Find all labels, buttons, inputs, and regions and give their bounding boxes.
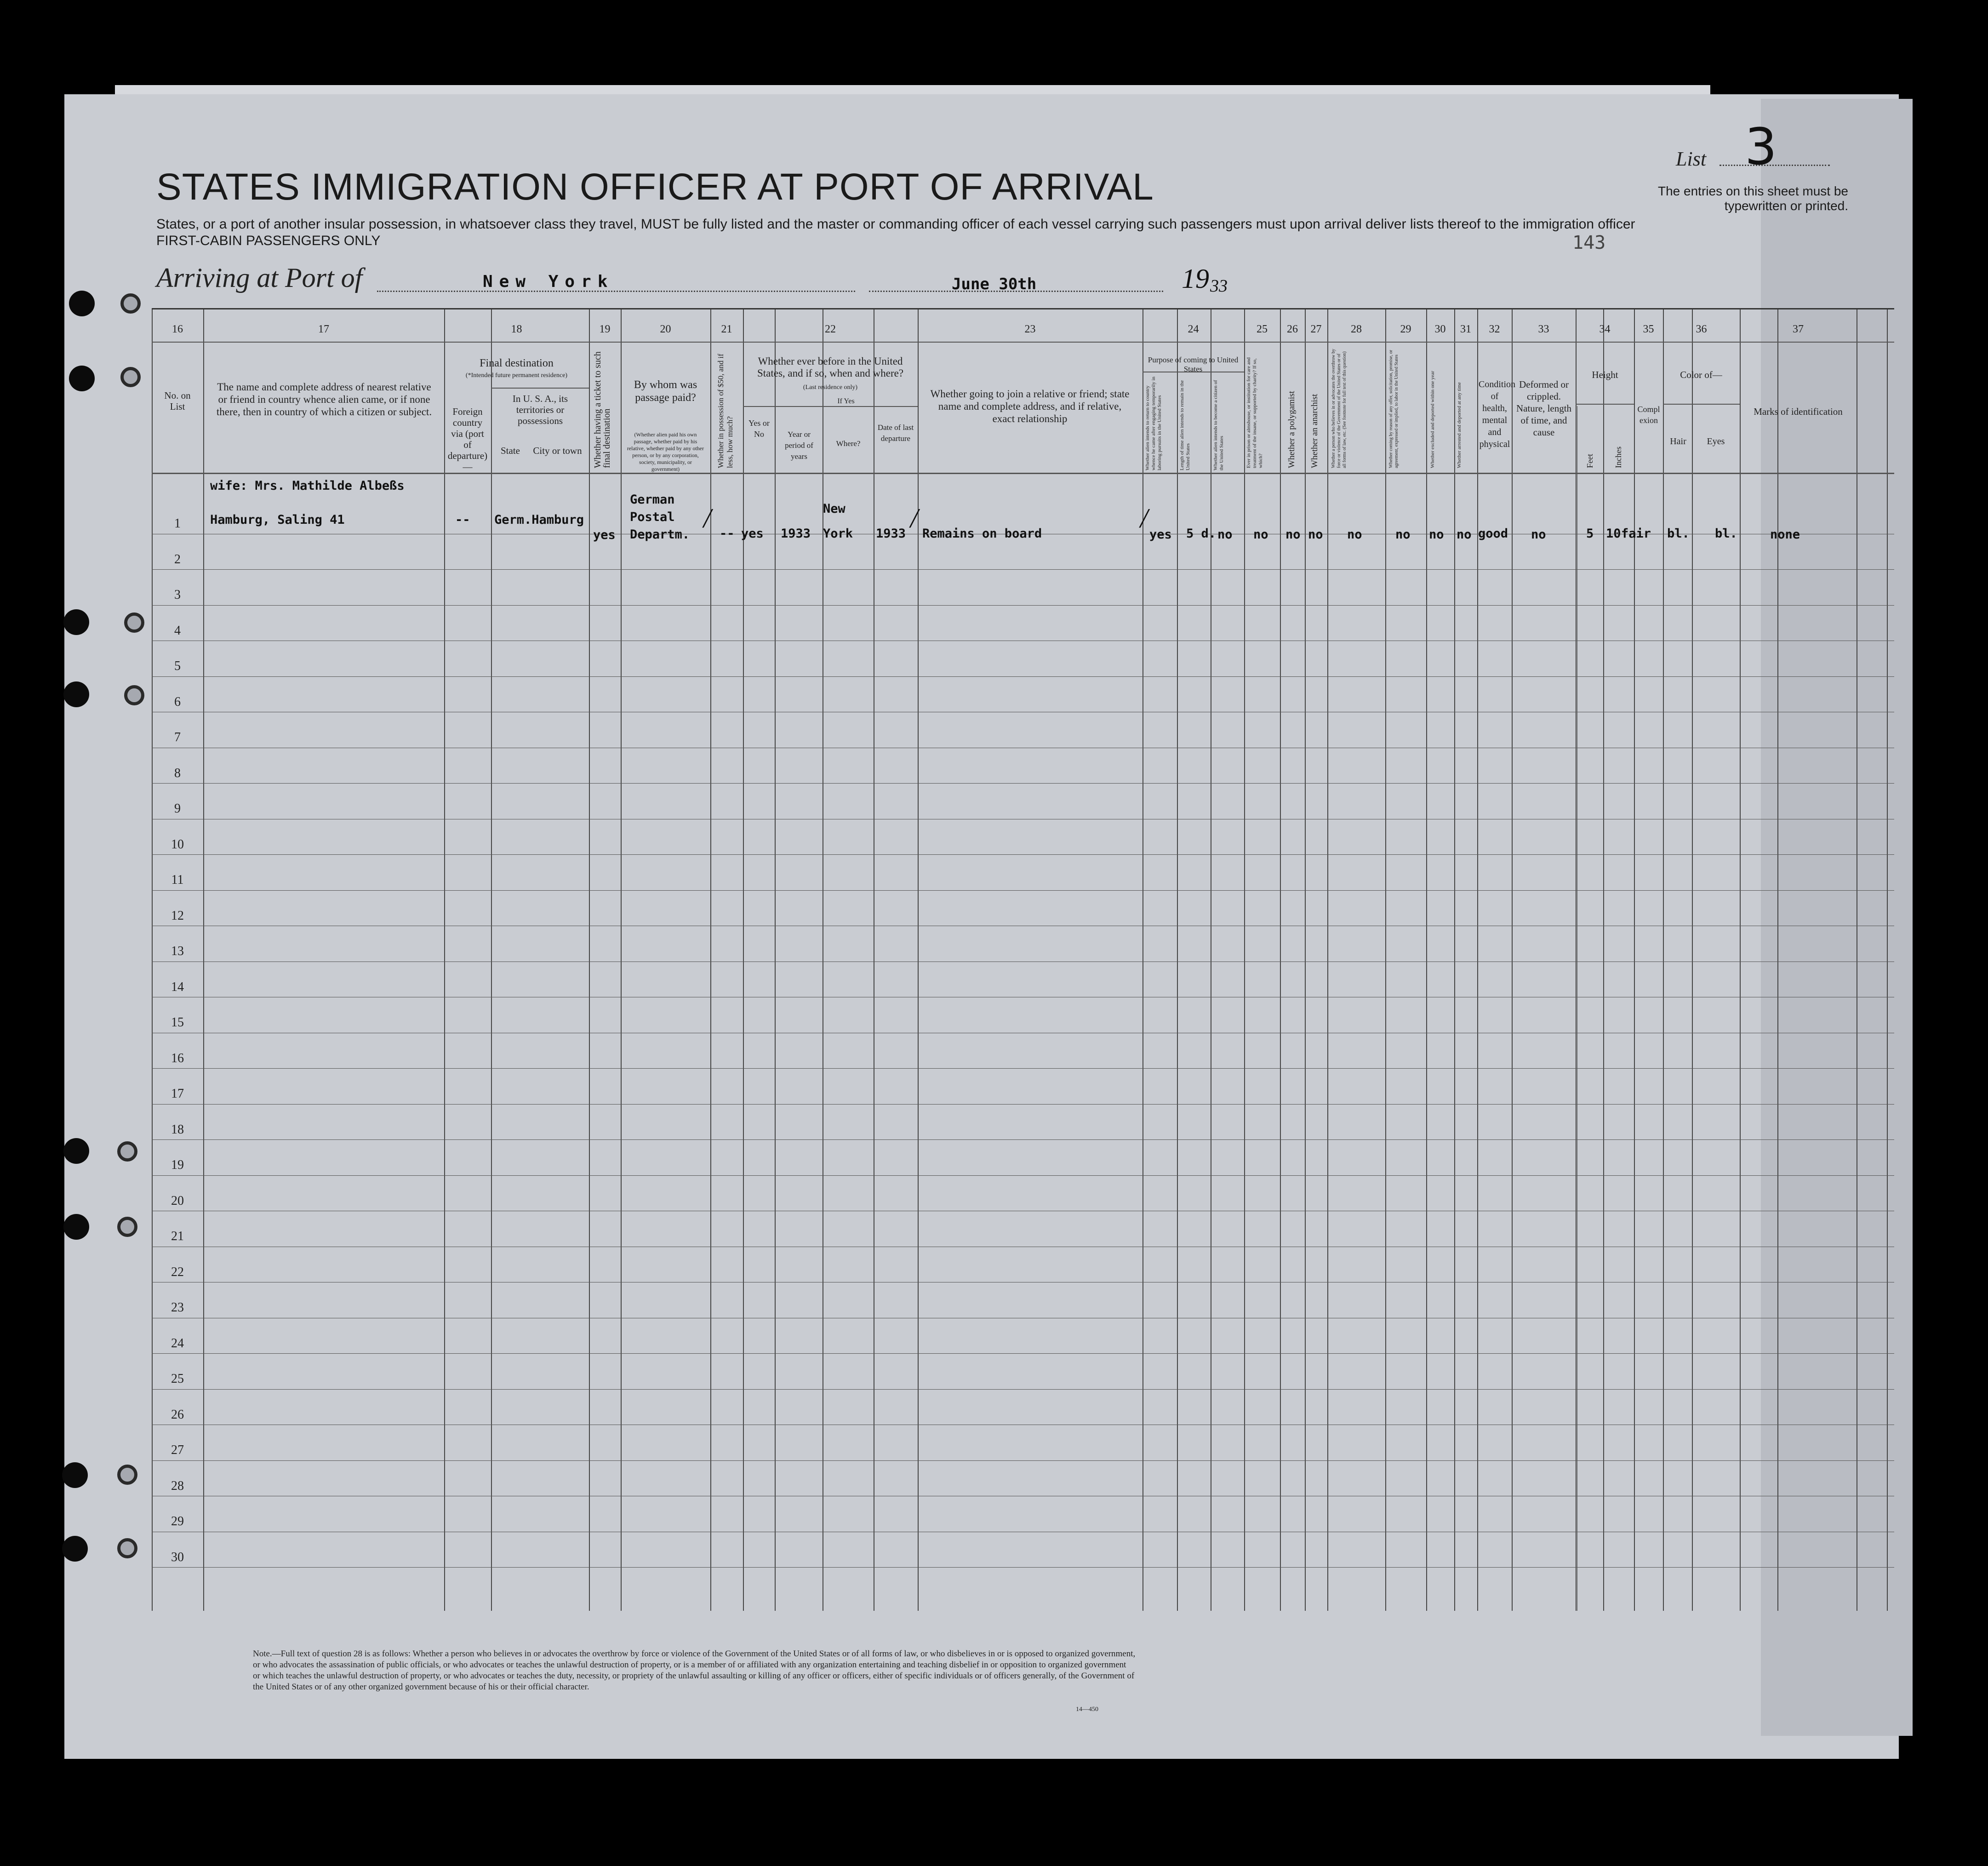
col-number-26: 26 (1287, 323, 1298, 335)
row-number: 3 (174, 588, 181, 602)
col-number-32: 32 (1489, 323, 1500, 335)
header-length-of-stay: Length of time alien intends to remain in the United States (1179, 380, 1191, 470)
row-number: 25 (171, 1372, 184, 1386)
row1-length: 5 d. (1186, 527, 1217, 541)
binder-ring (124, 612, 144, 633)
col-number-31: 31 (1460, 323, 1471, 335)
header-possession-50: Whether in possession of $50, and if less, how much? (716, 354, 734, 468)
binder-hole (69, 366, 95, 391)
col-divider (491, 309, 492, 1611)
row1-hair: bl. (1667, 527, 1690, 541)
header-excluded: Whether excluded and deported within one year (1430, 371, 1435, 468)
binder-ring (120, 293, 141, 314)
row1-eyes: bl. (1715, 527, 1737, 541)
row1-anarchist: no (1308, 527, 1323, 542)
col-number-25: 25 (1257, 323, 1268, 335)
subtitle-line-2: FIRST-CABIN PASSENGERS ONLY (156, 233, 381, 248)
row1-state-city: Germ.Hamburg (494, 513, 584, 527)
header-if-yes: If Yes (837, 397, 855, 405)
header-eyes: Eyes (1707, 436, 1725, 446)
row-number: 7 (174, 730, 181, 744)
row-separator (152, 890, 1894, 891)
col-divider (203, 309, 204, 1611)
binder-ring (120, 367, 141, 387)
row-number: 22 (171, 1265, 184, 1279)
column-number-rule (152, 342, 1894, 343)
sheet-note: The entries on this sheet must be typewritten or printed. (1658, 184, 1848, 213)
row-separator (152, 1104, 1894, 1105)
binder-hole (69, 291, 95, 316)
row-number: 30 (171, 1550, 184, 1564)
row-separator (152, 676, 1894, 677)
footnote: Note.—Full text of question 28 is as follows: Whether a person who believes in or advocates the overthrow by force or violence of the Government of the United States or of all forms of law, or who disbelieves in or is opposed to organized government, or who advocates the assassination of public officials, or who advocates or teaches the unlawful destruction of property, or is a member of or affiliated with any organization entertaining and teaching disbelief in or opposition to organized government or which teaches the unlawful destruction of property, or who advocates or teaches the duty, necessity, or propriety of the unlawful assaulting or killing of any officer or officers, either of specific individuals or of officers generally, of the Government of the United States or of any other organized government because of his or their official character. (253, 1649, 1136, 1692)
row-number: 13 (171, 944, 184, 958)
row1-paid-line1: German (630, 492, 675, 507)
row1-foreign-country: -- (455, 513, 470, 527)
row1-prison: no (1253, 527, 1268, 542)
row-separator (152, 1139, 1894, 1140)
binder-hole (63, 681, 89, 707)
header-where: Where? (836, 439, 861, 448)
col-number-28: 28 (1351, 323, 1362, 335)
header-city: City or town (533, 445, 582, 456)
col-divider (775, 309, 776, 1611)
subheader-rule (491, 388, 589, 389)
col-number-18: 18 (511, 323, 522, 335)
binder-hole (62, 1462, 88, 1488)
row-number: 5 (174, 659, 181, 673)
col-divider (1603, 309, 1604, 1611)
row1-excluded: no (1429, 527, 1444, 542)
col-divider (1454, 309, 1455, 1611)
header-marks: Marks of identification (1754, 406, 1843, 417)
binder-ring (117, 1538, 137, 1558)
col-divider (1634, 309, 1635, 1611)
col-divider (1692, 309, 1693, 1611)
header-bottom-rule (152, 473, 1894, 474)
header-overthrow: Whether a person who believes in or advocates the overthrow by force or violence of the Government of the United States or of all forms of law, etc. (See footnote for full text of this question) (1331, 349, 1347, 468)
binder-hole (62, 1536, 88, 1562)
row-separator (152, 854, 1894, 855)
subheader-rule (1663, 404, 1740, 405)
binder-ring (117, 1465, 137, 1485)
row-number: 18 (171, 1122, 184, 1137)
header-by-whom-paid: By whom was passage paid? (634, 379, 697, 404)
col-number-22: 22 (825, 323, 836, 335)
year-prefix: 19 (1182, 263, 1209, 294)
header-final-destination-note: (*Intended future permanent residence) (465, 372, 568, 379)
header-hair: Hair (1670, 436, 1686, 446)
row-number: 27 (171, 1443, 184, 1457)
row-number: 10 (171, 837, 184, 852)
col-number-37: 37 (1793, 323, 1804, 335)
binder-ring (117, 1141, 137, 1162)
header-labor-offer: Whether coming by reason of any offer, solicitation, promise, or agreement, expressed or implied, to labor in the United States (1388, 349, 1399, 468)
row-separator (152, 569, 1894, 570)
row1-ticket: yes (593, 528, 616, 542)
col-number-29: 29 (1400, 323, 1411, 335)
header-in-usa: In U. S. A., its territories or possessions (512, 393, 568, 426)
row1-return: yes (1149, 527, 1172, 542)
form-subtitle (156, 216, 1635, 249)
header-year-or-period: Year or period of years (785, 430, 813, 461)
row1-marks: none (1770, 527, 1800, 542)
header-no-on-list: No. on List (164, 390, 191, 412)
row1-where-line1: New (823, 502, 845, 516)
list-number: 3 (1745, 117, 1777, 176)
row-separator (152, 605, 1894, 606)
col-number-17: 17 (318, 323, 329, 335)
row1-health: good (1478, 527, 1508, 541)
form-title: STATES IMMIGRATION OFFICER AT PORT OF ARRIVAL (156, 166, 1154, 208)
col-number-27: 27 (1310, 323, 1322, 335)
header-polygamist: Whether a polygamist (1287, 391, 1297, 468)
header-join-relative: Whether going to join a relative or friend; state name and complete address, and if relative, exact relationship (930, 388, 1130, 424)
header-feet: Feet (1585, 454, 1594, 468)
col-divider (1512, 309, 1513, 1611)
col-divider (589, 309, 590, 1611)
col-divider (743, 309, 744, 1611)
list-label: List (1676, 148, 1707, 170)
row-number: 1 (174, 516, 181, 531)
col-divider (1327, 309, 1328, 1611)
header-inches: Inches (1614, 446, 1623, 468)
col-divider (1305, 309, 1306, 1611)
col-divider (1385, 309, 1386, 1611)
row-number: 24 (171, 1336, 184, 1351)
header-height: Height (1592, 369, 1618, 380)
col-divider (1887, 309, 1888, 1611)
manifest-table (152, 308, 1894, 1611)
port-line (377, 291, 855, 292)
port-value: New York (483, 272, 614, 291)
col-number-24: 24 (1188, 323, 1199, 335)
row-number: 11 (171, 873, 184, 887)
arriving-label: Arriving at Port of (156, 263, 363, 293)
row1-polygamist: no (1285, 527, 1301, 542)
row1-citizen: no (1217, 527, 1233, 542)
subheader-rule (1576, 404, 1634, 405)
col-number-34: 34 (1599, 323, 1611, 335)
col-number-20: 20 (660, 323, 671, 335)
row1-relative-line2: Hamburg, Saling 41 (210, 513, 345, 527)
col-number-36: 36 (1696, 323, 1707, 335)
row1-labor-offer: no (1395, 527, 1411, 542)
row1-inches: 10 (1606, 527, 1621, 541)
binder-hole (63, 609, 89, 635)
row-number: 21 (171, 1229, 184, 1243)
col-divider (152, 309, 153, 1611)
row1-paid-line3: Departm. (630, 527, 690, 542)
row-number: 6 (174, 694, 181, 709)
row1-overthrow: no (1347, 527, 1362, 542)
header-by-whom-paid-note: (Whether alien paid his own passage, whether paid by his relative, whether paid by any other person, or by any corporation, society, municipality, or government) (627, 431, 704, 472)
row-number: 23 (171, 1300, 184, 1315)
header-foreign-country: Foreign country via (port of departure)— (447, 406, 488, 472)
row-separator (152, 1175, 1894, 1176)
col-divider (444, 309, 445, 1611)
col-number-35: 35 (1643, 323, 1654, 335)
col-number-23: 23 (1024, 323, 1036, 335)
form-number: 14—450 (1076, 1706, 1098, 1713)
header-anarchist: Whether an anarchist (1310, 394, 1320, 468)
subtitle-line-1: States, or a port of another insular possession, in whatsoever class they travel, MUST be fully listed and the master or commanding officer of each vessel carrying such passengers must upon arrival deliver lists thereof to the immigration officer (156, 217, 1635, 232)
row-number: 28 (171, 1478, 184, 1493)
header-nearest-relative: The name and complete address of nearest relative or friend in country whence alien came, or if none there, then in country of which a citizen or subject. (216, 381, 432, 418)
header-condition: Condition of health, mental and physical (1479, 379, 1516, 449)
row-separator (152, 1389, 1894, 1390)
header-deformed: Deformed or crippled. Nature, length of time, and cause (1516, 379, 1572, 438)
col-divider (1177, 309, 1178, 1611)
binder-ring (124, 685, 144, 705)
row1-relative-line1: wife: Mrs. Mathilde Albeßs (210, 479, 405, 493)
header-color-of: Color of— (1680, 369, 1722, 380)
header-last-residence: (Last residence only) (803, 384, 858, 391)
row-separator (152, 1353, 1894, 1354)
header-complexion: Complexion (1637, 405, 1660, 425)
col-divider (1740, 309, 1741, 1611)
col-number-21: 21 (721, 323, 732, 335)
col-divider (621, 309, 622, 1611)
row1-deformed: no (1531, 527, 1546, 542)
year-suffix: 33 (1210, 276, 1228, 296)
row1-ever-before: yes (741, 527, 764, 541)
header-ticket: Whether having a ticket to such final destination (593, 351, 612, 468)
row-separator (152, 1567, 1894, 1568)
check-mark: / (1140, 503, 1148, 533)
row-number: 29 (171, 1514, 184, 1528)
row1-date-last-departure: 1933 (876, 527, 906, 541)
col-number-16: 16 (172, 323, 183, 335)
row1-paid-line2: Postal (630, 510, 675, 524)
col-divider (1477, 309, 1478, 1611)
row-separator (152, 1460, 1894, 1461)
row1-join-relative: Remains on board (922, 527, 1042, 541)
header-citizen-intent: Whether alien intends to become a citizen of the United States (1213, 380, 1224, 470)
header-state: State (501, 445, 520, 456)
header-ever-before: Whether ever before in the United States, and if so, when and where? (757, 355, 904, 379)
col-number-33: 33 (1538, 323, 1549, 335)
row-number: 20 (171, 1193, 184, 1208)
row-number: 8 (174, 766, 181, 780)
col-divider (1280, 309, 1281, 1611)
row1-complexion: fair (1621, 527, 1651, 541)
col-divider (1426, 309, 1427, 1611)
row-number: 17 (171, 1087, 184, 1101)
row-separator (152, 783, 1894, 784)
date-value: June 30th (952, 275, 1037, 293)
header-return-intent: Whether alien intends to return to country whence he came after engaging temporarily in laboring pursuits in the United States (1145, 376, 1162, 470)
binder-hole (63, 1214, 89, 1240)
check-mark: / (703, 503, 711, 533)
binder-ring (117, 1217, 137, 1237)
header-prison: Ever in prison or almshouse, or institution for care and treatment of the insane, or supported by charity? If so, which? (1246, 357, 1263, 468)
row-number: 26 (171, 1407, 184, 1422)
header-deported: Whether arrested and deported at any time (1457, 382, 1462, 468)
binder-hole (63, 1138, 89, 1164)
row-number: 15 (171, 1015, 184, 1030)
col-divider (1663, 309, 1664, 1611)
row1-where-line2: York (823, 527, 853, 541)
row-number: 16 (171, 1051, 184, 1065)
row1-year: 1933 (781, 527, 811, 541)
col-divider (1777, 309, 1778, 1611)
stamp-number: 143 (1572, 232, 1606, 253)
col-divider (1244, 309, 1245, 1611)
row1-feet: 5 (1586, 527, 1594, 541)
row-number: 14 (171, 979, 184, 994)
row1-possession: -- (720, 527, 735, 541)
row-separator (152, 1068, 1894, 1069)
col-number-30: 30 (1434, 323, 1446, 335)
header-purpose: Purpose of coming to United States (1148, 355, 1239, 373)
row1-deported: no (1457, 527, 1472, 542)
row-number: 12 (171, 908, 184, 923)
header-final-destination: Final destination (480, 357, 554, 369)
row-number: 9 (174, 801, 181, 816)
header-yes-or-no: Yes or No (748, 418, 770, 439)
check-mark: / (910, 503, 918, 533)
header-date-last-departure: Date of last departure (877, 423, 914, 443)
col-divider (1576, 309, 1577, 1611)
row-number: 19 (171, 1158, 184, 1172)
row-number: 2 (174, 552, 181, 567)
col-number-19: 19 (599, 323, 611, 335)
row-number: 4 (174, 623, 181, 638)
